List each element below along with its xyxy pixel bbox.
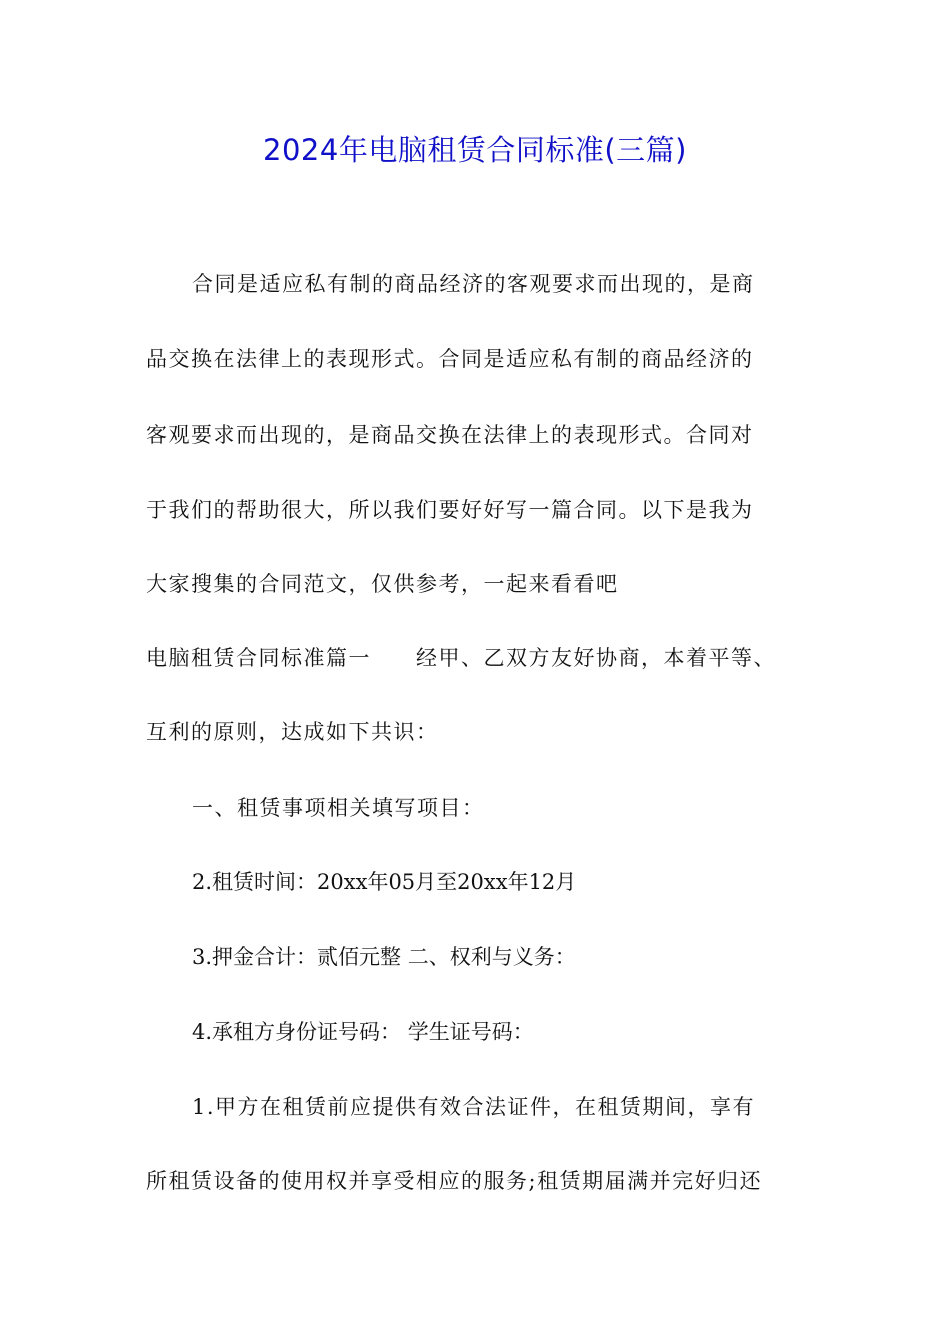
paragraph-line: 于我们的帮助很大，所以我们要好好写一篇合同。以下是我为 — [146, 498, 754, 522]
paragraph-line: 互利的原则，达成如下共识： — [146, 720, 439, 744]
paragraph-line: 品交换在法律上的表现形式。合同是适应私有制的商品经济的 — [146, 347, 754, 371]
document-title: 2024年电脑租赁合同标准(三篇) — [263, 133, 687, 167]
paragraph-line: 电脑租赁合同标准篇一 经甲、乙双方友好协商，本着平等、 — [146, 646, 776, 670]
paragraph-line: 所租赁设备的使用权并享受相应的服务;租赁期届满并完好归还 — [146, 1169, 763, 1193]
list-item: 3.押金合计：贰佰元整 二、权利与义务： — [192, 945, 576, 969]
list-item: 2.租赁时间：20xx年05月至20xx年12月 — [192, 870, 577, 894]
list-item: 1.甲方在租赁前应提供有效合法证件，在租赁期间，享有 — [192, 1095, 756, 1119]
paragraph-line: 合同是适应私有制的商品经济的客观要求而出现的，是商 — [192, 272, 755, 296]
paragraph-line: 大家搜集的合同范文，仅供参考，一起来看看吧 — [146, 572, 619, 596]
list-item: 4.承租方身份证号码： 学生证号码： — [192, 1020, 534, 1044]
section-heading: 一、租赁事项相关填写项目： — [192, 796, 485, 820]
paragraph-line: 客观要求而出现的，是商品交换在法律上的表现形式。合同对 — [146, 423, 754, 447]
